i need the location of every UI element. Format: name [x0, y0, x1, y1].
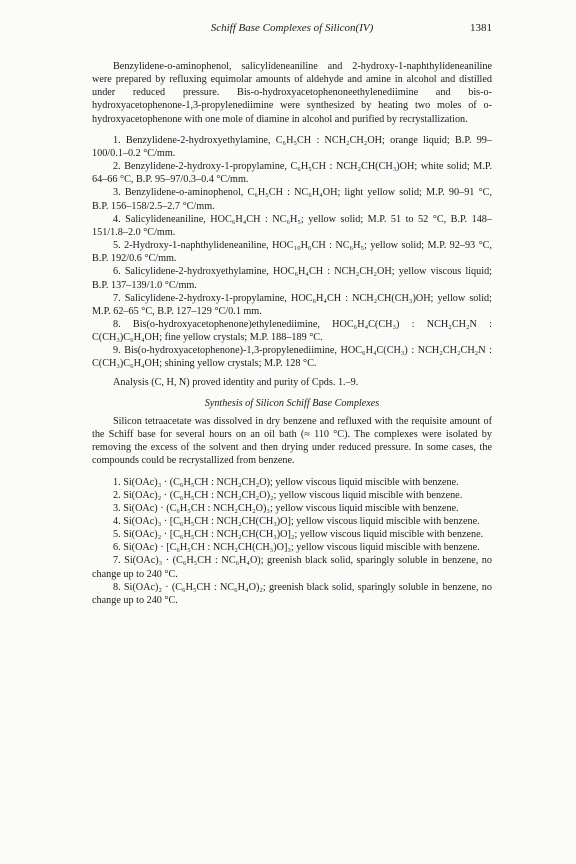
complex-item: 2. Si(OAc)₂ · (C₆H₅CH : NCH₂CH₂O)₂; yellow viscous liquid miscible with benzene.	[113, 489, 463, 501]
ligand-item: 9. Bis(o-hydroxyacetophenone)-1,3-propylenediimine, HOC₆H₄C(CH₃) : NCH₂CH₂CH₂N : C(CH₃)C₆H₄OH; shining yellow crystals; M.P. 128 °C.	[92, 345, 492, 370]
section-heading: Synthesis of Silicon Schiff Base Complexes	[204, 397, 380, 409]
page-number: 1381	[470, 22, 492, 34]
analysis-note: Analysis (C, H, N) proved identity and purity of Cpds. 1.–9.	[113, 376, 359, 388]
ligand-item: 8. Bis(o-hydroxyacetophenone)ethylenediimine, HOC₆H₄C(CH₃) : NCH₂CH₂N : C(CH₃)C₆H₄OH; fine yellow crystals; M.P. 188–189 °C.	[92, 318, 492, 344]
article-body	[92, 60, 492, 607]
complex-item: 7. Si(OAc)₃ · (C₆H₅CH : NC₆H₄O); greenish black solid, sparingly soluble in benzene, no change up to 240 °C.	[92, 555, 492, 580]
synthesis-paragraph: Silicon tetraacetate was dissolved in dry benzene and refluxed with the requisite amount of the Schiff base for several hours on an oil bath (≈ 110 °C). The complexes were isolated by removing the excess of the solvent and then drying under reduced pressure. In some cases, the compounds could be recrystallized from benzene.	[92, 415, 492, 467]
complex-item: 4. Si(OAc)₃ · [C₆H₅CH : NCH₂CH(CH₃)O]; yellow viscous liquid miscible with benzene.	[113, 516, 480, 527]
ligand-item: 4. Salicylideneaniline, HOC₆H₄CH : NC₆H₅; yellow solid; M.P. 51 to 52 °C, B.P. 148–151/1.8–2.0 °C/mm.	[92, 213, 492, 238]
complex-item: 1. Si(OAc)₃ · (C₆H₅CH : NCH₂CH₂O); yellow viscous liquid miscible with benzene.	[113, 476, 459, 488]
running-header	[92, 22, 492, 36]
ligand-item: 6. Salicylidene-2-hydroxyethylamine, HOC₆H₄CH : NCH₂CH₂OH; yellow viscous liquid; B.P. 137–139/1.0 °C/mm.	[92, 266, 492, 291]
complex-item: 8. Si(OAc)₂ · (C₆H₅CH : NC₆H₄O)₂; greenish black solid, sparingly soluble in benzene, no change up to 240 °C.	[92, 581, 492, 606]
ligand-item: 3. Benzylidene-o-aminophenol, C₆H₅CH : NC₆H₄OH; light yellow solid; M.P. 90–91 °C, B.P. 156–158/2.5–2.7 °C/mm.	[92, 187, 492, 212]
intro-paragraph: Benzylidene-o-aminophenol, salicylideneaniline and 2-hydroxy-1-naphthylideneaniline were prepared by refluxing equimolar amounts of aldehyde and amine in alcohol and distilled under reduced pressure. Bis-o-hydroxyacetophenoneethylenediimine and bis-o-hydroxyacetophenone-1,3-propylenediimine were synthesized by heating two moles of o-hydroxyacetophenone with one mole of diamine in alcohol and purified by recrystallization.	[92, 61, 492, 125]
ligand-item: 1. Benzylidene-2-hydroxyethylamine, C₆H₅CH : NCH₂CH₂OH; orange liquid; B.P. 99–100/0.1–0.2 °C/mm.	[92, 134, 492, 159]
ligand-item: 7. Salicylidene-2-hydroxy-1-propylamine, HOC₆H₄CH : NCH₂CH(CH₃)OH; yellow solid; M.P. 62–65 °C, B.P. 127–129 °C/0.1 mm.	[92, 292, 492, 317]
complex-item: 5. Si(OAc)₂ · [C₆H₅CH : NCH₂CH(CH₃)O]₂; yellow viscous liquid miscible with benzene.	[113, 529, 484, 541]
complex-item: 3. Si(OAc) · (C₆H₅CH : NCH₂CH₂O)₃; yellow viscous liquid miscible with benzene.	[113, 502, 459, 514]
running-title: Schiff Base Complexes of Silicon(IV)	[210, 22, 374, 34]
ligand-item: 5. 2-Hydroxy-1-naphthylideneaniline, HOC₁₀H₆CH : NC₆H₅; yellow solid; M.P. 92–93 °C, B.P. 192/0.6 °C/mm.	[92, 240, 492, 265]
ligand-item: 2. Benzylidene-2-hydroxy-1-propylamine, C₆H₅CH : NCH₂CH(CH₃)OH; white solid; M.P. 64–66 °C, B.P. 95–97/0.3–0.4 °C/mm.	[92, 161, 492, 186]
complex-item: 6. Si(OAc) · [C₆H₅CH : NCH₂CH(CH₃)O]₃; yellow viscous liquid miscible with benzene.	[113, 542, 480, 554]
